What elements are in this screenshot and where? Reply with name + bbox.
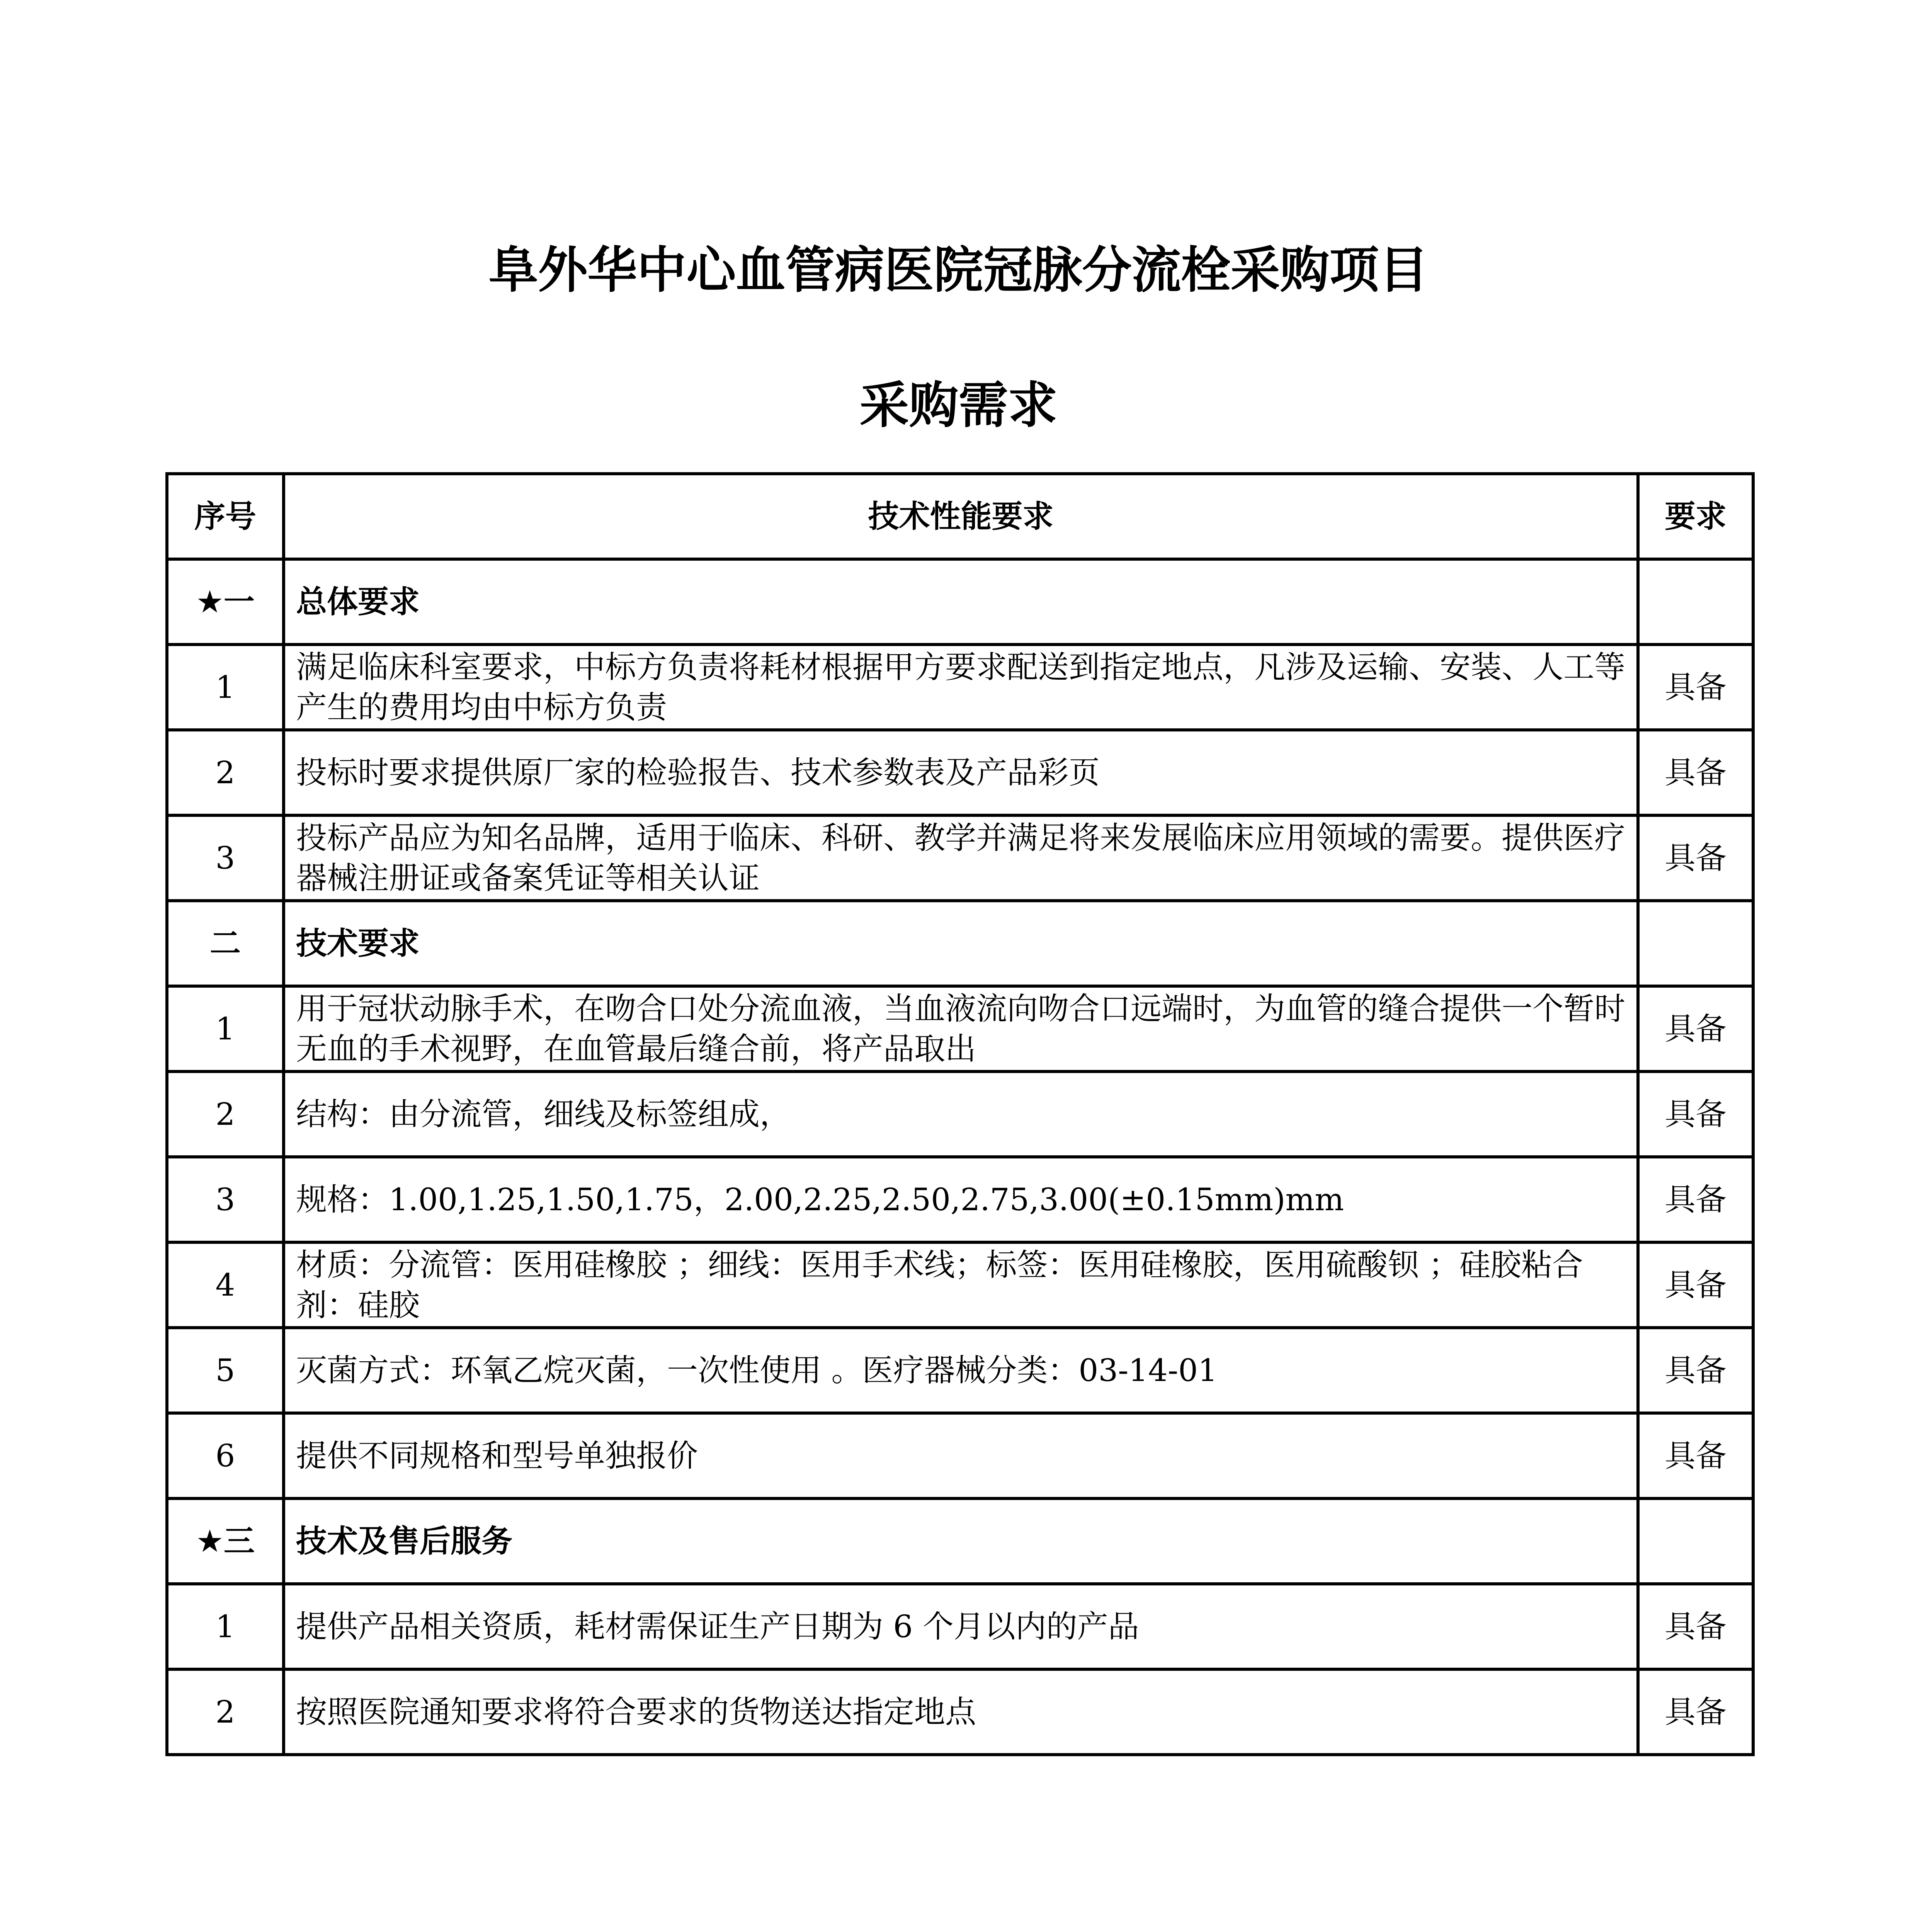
table-row [167, 645, 1753, 730]
row-description: 满足临床科室要求，中标方负责将耗材根据甲方要求配送到指定地点，凡涉及运输、安装、人工等产生的费用均由中标方负责 [284, 645, 1638, 730]
section-requirement-empty [1638, 559, 1753, 645]
requirements-table [165, 472, 1755, 1756]
row-index: 2 [167, 1669, 284, 1755]
section-row [167, 901, 1753, 986]
table-row [167, 1328, 1753, 1413]
row-requirement: 具备 [1638, 1071, 1753, 1157]
row-description: 灭菌方式：环氧乙烷灭菌，一次性使用 。医疗器械分类：03-14-01 [284, 1328, 1638, 1413]
section-requirement-empty [1638, 901, 1753, 986]
row-index: 6 [167, 1413, 284, 1498]
table-row [167, 1413, 1753, 1498]
row-index: 1 [167, 1584, 284, 1669]
row-description: 材质：分流管：医用硅橡胶 ；细线：医用手术线；标签：医用硅橡胶，医用硫酸钡 ；硅胶粘合剂：硅胶 [284, 1242, 1638, 1328]
row-description: 投标产品应为知名品牌，适用于临床、科研、教学并满足将来发展临床应用领域的需要。提供医疗器械注册证或备案凭证等相关认证 [284, 815, 1638, 901]
row-requirement: 具备 [1638, 1413, 1753, 1498]
section-index: ★一 [167, 559, 284, 645]
row-requirement: 具备 [1638, 1328, 1753, 1413]
table-row [167, 1584, 1753, 1669]
document-subtitle: 采购需求 [859, 377, 1058, 434]
header-index: 序号 [167, 474, 284, 559]
row-description: 用于冠状动脉手术，在吻合口处分流血液，当血液流向吻合口远端时，为血管的缝合提供一个暂时无血的手术视野，在血管最后缝合前，将产品取出 [284, 986, 1638, 1071]
row-index: 3 [167, 1157, 284, 1242]
section-title: 技术及售后服务 [284, 1498, 1638, 1584]
row-requirement: 具备 [1638, 730, 1753, 815]
section-title: 总体要求 [284, 559, 1638, 645]
row-description: 规格：1.00,1.25,1.50,1.75，2.00,2.25,2.50,2.75,3.00(±0.15mm)mm [284, 1157, 1638, 1242]
row-description: 按照医院通知要求将符合要求的货物送达指定地点 [284, 1669, 1638, 1755]
row-requirement: 具备 [1638, 986, 1753, 1071]
table-row [167, 1669, 1753, 1755]
table-row [167, 1242, 1753, 1328]
section-row [167, 1498, 1753, 1584]
section-index: ★三 [167, 1498, 284, 1584]
document-title: 阜外华中心血管病医院冠脉分流栓采购项目 [488, 242, 1429, 299]
row-requirement: 具备 [1638, 1584, 1753, 1669]
row-index: 3 [167, 815, 284, 901]
row-index: 5 [167, 1328, 284, 1413]
row-description: 提供不同规格和型号单独报价 [284, 1413, 1638, 1498]
table-row [167, 1157, 1753, 1242]
row-description: 结构：由分流管，细线及标签组成， [284, 1071, 1638, 1157]
header-requirement: 要求 [1638, 474, 1753, 559]
row-requirement: 具备 [1638, 1669, 1753, 1755]
table-row [167, 730, 1753, 815]
row-requirement: 具备 [1638, 815, 1753, 901]
header-spec: 技术性能要求 [284, 474, 1638, 559]
row-index: 1 [167, 645, 284, 730]
section-title: 技术要求 [284, 901, 1638, 986]
row-index: 2 [167, 1071, 284, 1157]
section-requirement-empty [1638, 1498, 1753, 1584]
row-requirement: 具备 [1638, 645, 1753, 730]
table-header-row [167, 474, 1753, 559]
row-description: 投标时要求提供原厂家的检验报告、技术参数表及产品彩页 [284, 730, 1638, 815]
section-index: 二 [167, 901, 284, 986]
table-row [167, 815, 1753, 901]
table-row [167, 986, 1753, 1071]
row-description: 提供产品相关资质，耗材需保证生产日期为 6 个月以内的产品 [284, 1584, 1638, 1669]
table-row [167, 1071, 1753, 1157]
row-index: 2 [167, 730, 284, 815]
section-row [167, 559, 1753, 645]
row-requirement: 具备 [1638, 1242, 1753, 1328]
row-index: 1 [167, 986, 284, 1071]
row-requirement: 具备 [1638, 1157, 1753, 1242]
row-index: 4 [167, 1242, 284, 1328]
